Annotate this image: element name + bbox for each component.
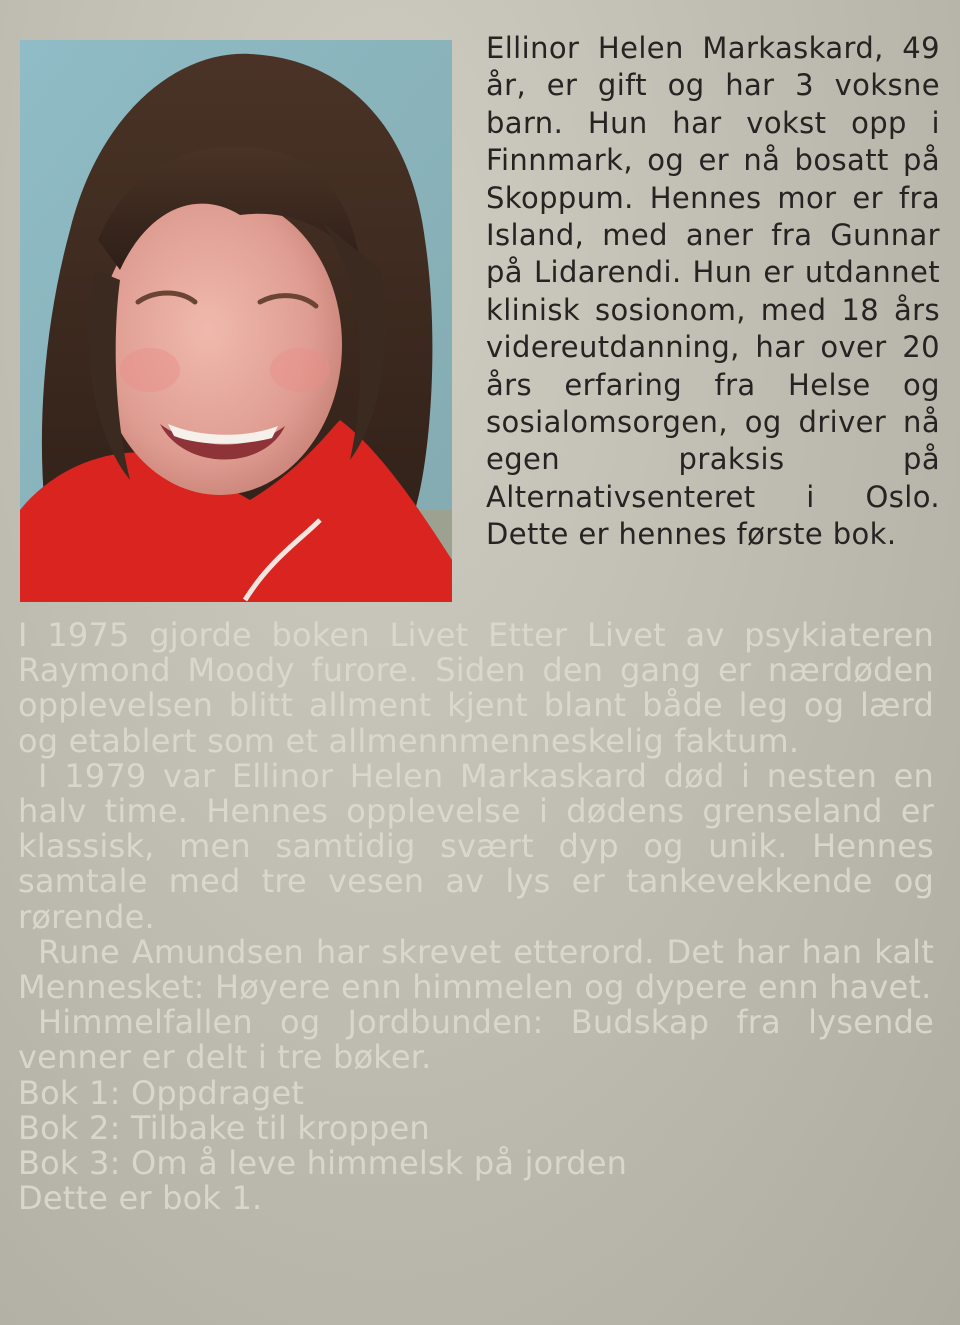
author-bio-text: Ellinor Helen Markaskard, 49 år, er gift og har 3 voksne barn. Hun har vokst opp i Finnmark, og er nå bosatt på Skoppum. Hennes mor er fra Island, med aner fra Gunnar på Lidarendi. Hun er utdannet klinisk sosionom, med 18 års videreutdanning, har over 20 års erfaring fra Helse og sosialomsorgen, og driver nå egen praksis på Alternativsenteret i Oslo. Dette er hennes første bok. [486,31,940,552]
author-bio [486,30,940,554]
book-description [18,618,934,1216]
author-photo [20,40,452,602]
description-closing: Dette er bok 1. [18,1179,263,1218]
book-list-item: Bok 3: Om å leve himmelsk på jorden [18,1144,628,1183]
book-list-item: Bok 2: Tilbake til kroppen [18,1108,430,1147]
description-paragraph-4: Himmelfallen og Jordbunden: Budskap fra lysende venner er delt i tre bøker. [18,1003,934,1077]
description-paragraph-1: I 1975 gjorde boken Livet Etter Livet av psykiateren Raymond Moody furore. Siden den gang er nærdøden opplevelsen blitt allment kjent blant både leg og lærd og etablert som et allmennmenneskelig faktum. [18,616,934,760]
book-series-list [18,1073,934,1183]
author-portrait-image [20,40,452,602]
book-list-item: Bok 1: Oppdraget [18,1073,305,1112]
description-paragraph-3: Rune Amundsen har skrevet etterord. Det har han kalt Mennesket: Høyere enn himmelen og dypere enn havet. [18,932,934,1007]
description-paragraph-2: I 1979 var Ellinor Helen Markaskard død i nesten en halv time. Hennes opplevelse i dødens grenseland er klassisk, men samtidig svært dyp og unik. Hennes samtale med tre vesen av lys er tankevekkende og rørende. [18,756,934,936]
